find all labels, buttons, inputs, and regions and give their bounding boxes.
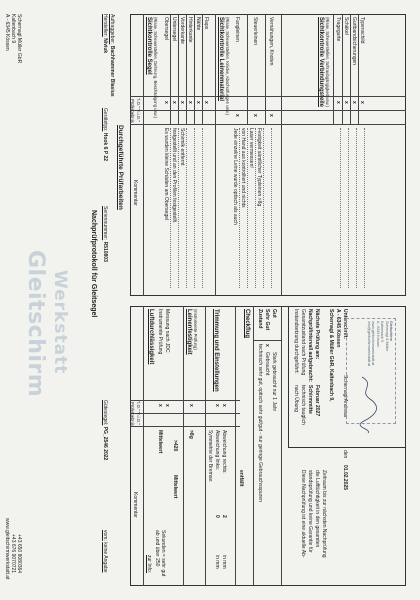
stamp-line: A - 6345 Kössen [375,321,380,348]
segel-sub: (Risse, Scheuerstellen, Dehnung, Beschädigung usw.) [153,17,158,119]
segel-comment: festgestellt und an den Profilen festgestellt. [171,128,177,224]
stamp-line: www.gleitschirmwerkstatt.at [371,321,376,366]
luft-row-extra: Mittelwert [172,475,178,499]
segel-title: Sichtkontrolle Segel [146,17,152,75]
luft-row-mark: x [157,404,163,407]
verbindung-row-mark: x [343,101,349,104]
trimmung-title: Trimmung und Einstellungen [213,309,219,392]
uebung-label: nach Übung [293,385,299,412]
stamp-line: Schernagl & Müller [384,321,389,352]
naechste-label: Nächste Prüfung am: [314,309,320,360]
segel-comment: Es wurden kleine Schäden am Obersegel [163,128,169,220]
seriennummer-label: Seriennummer: [102,206,108,241]
verbindung-row-label: Schäkel [343,17,349,35]
trim-row-label: Abweichung rechts: [221,430,227,474]
hersteller-value: Niviuk [102,38,108,54]
schirmmitte-label: Schirmmitte [307,385,313,414]
luft-row-value: Mittelwert [157,430,163,454]
leinenfestigkeit-title: Leinenfestigkeit [186,309,192,355]
leinenfestigkeit-sub: (Instrumente Prüfung) [193,309,198,350]
company-web: www.gleitschirmwerkstatt.at [4,518,10,580]
segel-row-label: Hinterkante [187,17,193,43]
verbindung-row-label: Typenschild [359,17,365,44]
verbindung-title: Sichtkontrolle Verbindungsteile [318,17,324,108]
segel-row-mark: x [203,101,209,104]
seriennummer-value: R510803 [102,241,108,262]
leinenfestigkeit-value: >8g [188,430,194,439]
disclaimer-line: standsprüfung und keine Garantie für [307,470,313,553]
stamp-line: Gleitschirm [389,321,393,341]
geraetetyp-label: Gerätetyp: [102,108,108,132]
logo-line1: Gleitschirm [23,250,48,398]
segel-row-mark: x [171,101,177,104]
verbindung-row-mark: x [335,101,341,104]
leinen-row-label: Vernähungen, Knoten [268,17,274,66]
company-city: A - 6345 Kössen [4,14,10,51]
leinen-row-label: Fangleinen [234,17,240,42]
vom-value: keine Angabe [102,542,108,573]
disclaimer-line: Diese Nachprüfung ist eine aktuelle Ab- [300,470,306,558]
signature-scribble [355,375,380,435]
company-street: Kaltenbach 9 [10,14,16,44]
leinen-row-mark: x [234,114,240,117]
leinen-sub: (Risse, Scheuerstellen, Knicke, Abschürfungen usw.) [225,17,230,115]
signer-name: Schernagl Andreas [342,375,348,418]
zustand-label: Sehr Gut [264,309,270,331]
trim-row-label: Abweichung links: [214,430,220,471]
luft-row-value: >420 [172,440,178,452]
trim-row-unit: in mm [221,555,227,569]
left-col-kommentar: Kommentar [132,180,138,206]
company-mobile: +43 676 9070721 [10,534,16,574]
checkflug-value: entfällt [238,470,244,487]
trim-row-unit: in mm [214,555,220,569]
segel-comment: Schirmlk entfernt [179,128,185,166]
right-col-pruefergebnis: Prüfergebnis [130,402,135,426]
gesamtzustand-label: Gesamtzustand nach Prüfung [300,309,306,376]
checkflug-title: Checkflug [244,309,250,339]
luft-row-mark: x [164,404,170,407]
verbindung-row-label: Gurtbandsicherungen [351,17,357,66]
segel-row-label: Vorderkante [179,17,185,44]
verbindung-row-mark: x [359,101,365,104]
page-title: Nachprüfprotokoll für Gleitsegel [90,210,97,318]
stamp-line: Kaltenbach 9 [380,321,385,342]
segel-row-label: Obersegel [163,17,169,41]
right-col-kommentar: Kommentar [132,492,138,518]
technisch-label: technisch tauglich [300,385,306,425]
leinenfestigkeit-mark: x [188,404,194,407]
luft-row-label: Messung nach JDC [164,309,170,353]
zustand-label: Zustand [257,309,263,329]
gueteseigel-label: Gütesiegel: [102,400,108,426]
date-value: 01.02.2025 [342,465,348,491]
segel-row-label: Flaps [203,17,209,30]
leinen-row-label: Steuerleinen [252,17,258,46]
company-phone: +43 650 8080364 [16,534,22,574]
hersteller-label: Hersteller: [102,14,108,37]
zustand-label: Gut [271,309,277,318]
luft-row-note: Sekunden = sehr gut [160,530,166,577]
leinen-row-mark: x [268,114,274,117]
leinen-comment: Jede einzelne Leine wurde optisch als auch [232,128,238,225]
verbindung-sub: (Risse, Scheuerstellen, Schraubgängigkeit usw.) [325,17,330,107]
instandsetzung-label: Instandsetzung durchgeführt: [293,309,299,374]
disclaimer-line: Zeitraum bis zur nächsten Nachprüfung [321,470,327,558]
nachpruef-label: Nachprüfintervall aufgebracht: [307,309,313,382]
bottom-company: Schernagl & Müller GbR, Kaltenbach 9, [328,309,334,402]
auftraggeber-label: Auftraggeber: [109,14,115,45]
trim-row-value: 0 [214,515,220,518]
leinen-comment: von Hand aus kontrolliert und nichts [240,128,246,208]
trim-row-mark: x [221,404,227,407]
date-label: den [342,450,348,459]
logo-line2: Werkstatt [50,270,70,375]
vom-label: vom: [102,530,108,541]
gueteseigel-value: PG_2546 2022 [102,426,108,461]
trim-row-mark: x [214,404,220,407]
leinen-row-mark: x [252,114,258,117]
segel-row-mark: x [179,101,185,104]
luft-row-note: ab und über 250 [154,530,160,567]
right-col-marks: "i.O." "n.i.O." [136,401,141,425]
zustand-line: Gebraucht [264,352,270,376]
segel-row-mark: x [163,101,169,104]
left-col-marks: "i.O." "n.i.O." [136,98,141,122]
section-title: Durchgeführte Prüfarbeiten [117,125,124,210]
company-name: Schernagl Müller GbR [16,14,22,64]
auftraggeber-value: Bachhammer Blasius [109,45,115,97]
unterschrift-label: Unterschrift: [342,309,348,340]
left-col-pruefergebnis: Prüfergebnis [130,99,135,123]
segel-row-label: Untersegel [171,17,177,42]
verbindung-row-mark: x [351,101,357,104]
zustand-line: technisch sehr gut, optisch sehr gut/gut - nur geringe Gebrauchsspuren [257,344,263,502]
disclaimer-line: die Lufttüchtigkeit in den gesamten [314,470,320,548]
segel-row-mark: x [195,101,201,104]
naechste-value: Februar 2027 [314,385,320,417]
trim-row-value: 2 [221,515,227,518]
bottom-company2: A - 6345 Kössen [335,309,341,348]
zur-info-label: zur Info: [146,555,152,574]
symmetry-label: Symmetrie der Bremse: [207,430,213,483]
leinen-title: Sichtkontrolle Leinenmaterial [218,17,224,102]
stamp-line: info@gleitschirmwerkstatt.at [366,321,371,366]
zustand-line: Stark gebraucht nur 1 Jahr [271,352,277,412]
luft-title: Luftdurchlässigkeit [148,309,154,365]
luft-row-label: Instrumente Prüfung [157,309,163,355]
zustand-check: x [264,344,270,347]
verbindung-row-label: Tragegurte [335,17,341,42]
segel-row-label: Nähte [195,17,201,31]
geraetetyp-value: Hook 6 P 22 [102,132,108,162]
leinen-comment: Laser vermessen! [248,128,254,168]
leinen-comment: Festigkeit sämtlicher Typleinen >8g [256,128,262,207]
segel-row-mark: x [187,101,193,104]
